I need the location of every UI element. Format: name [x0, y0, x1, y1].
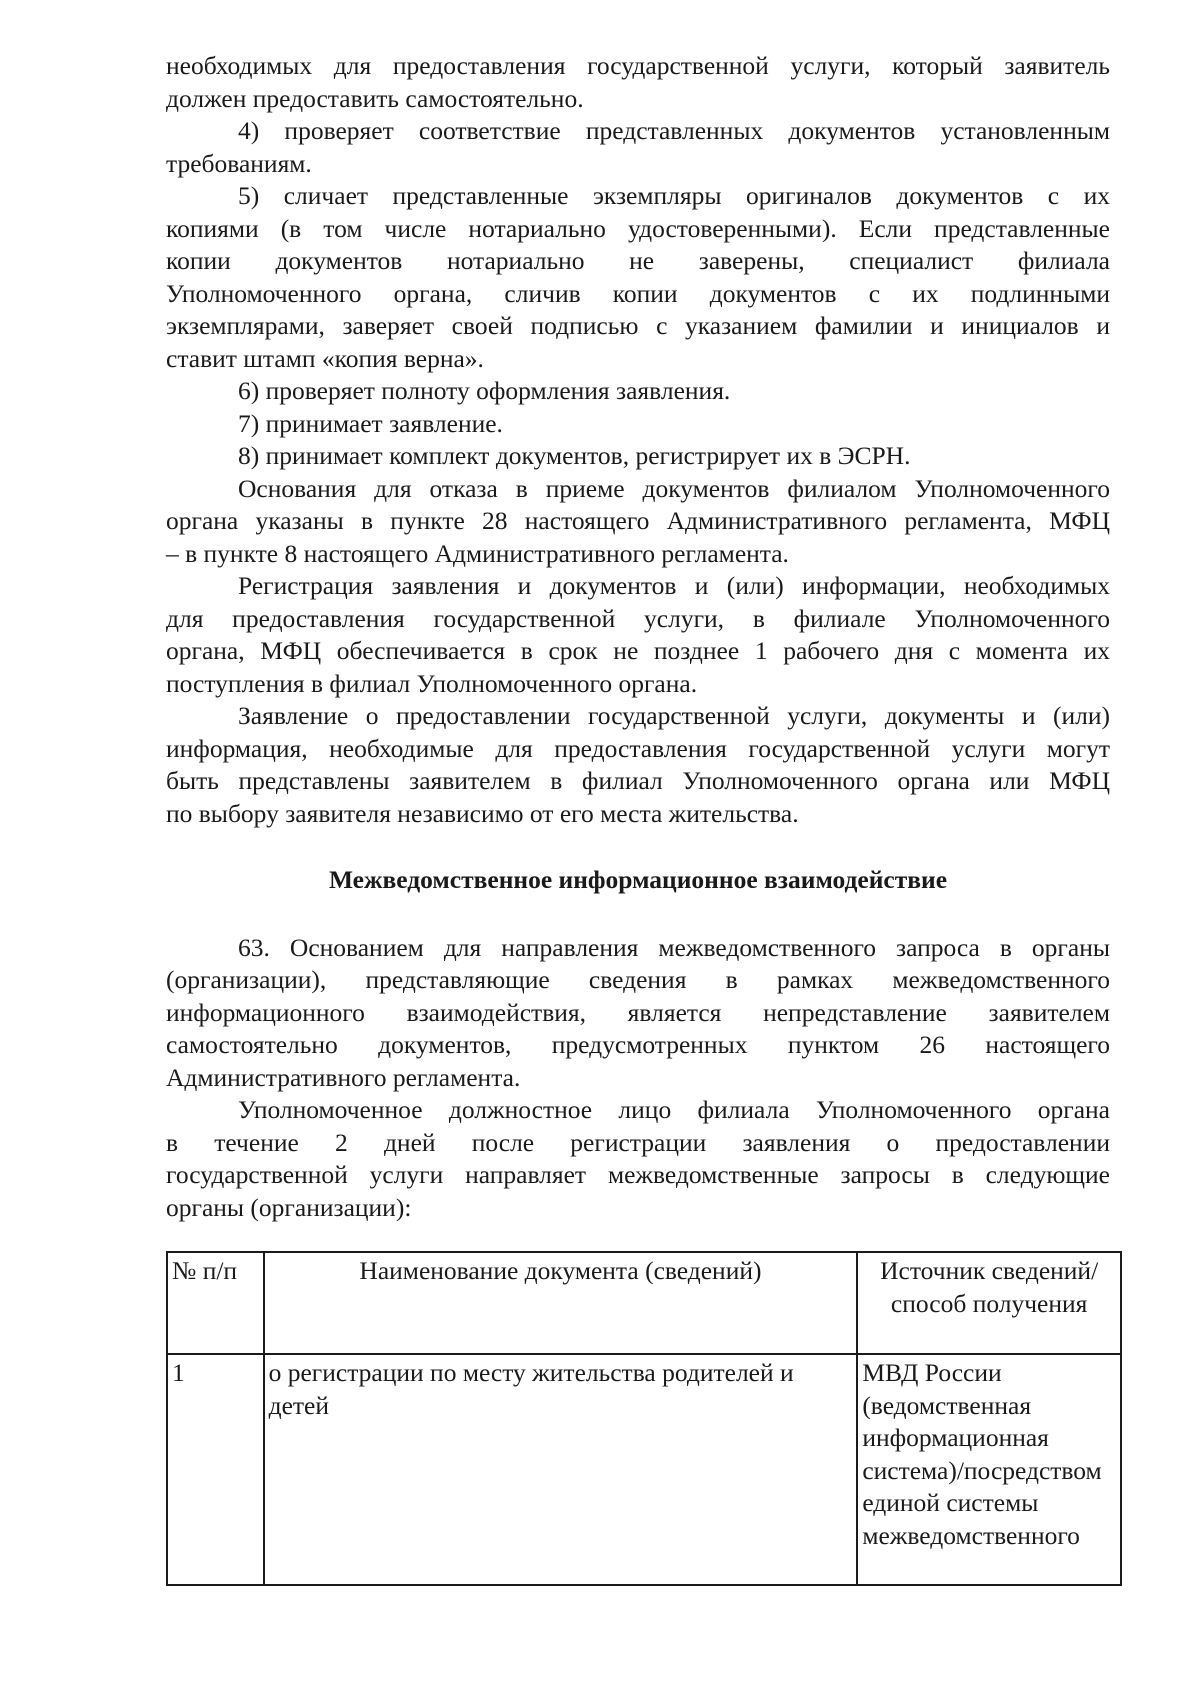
text-line: в течение 2 дней после регистрации заявления о предоставлении — [166, 1127, 1110, 1157]
text-line: необходимых для предоставления государственной услуги, который заявитель — [166, 51, 1110, 80]
text-line: Административного регламента. — [166, 1062, 521, 1092]
paragraph — [166, 180, 1110, 375]
paragraph — [166, 700, 1110, 830]
table-row — [167, 1354, 1121, 1585]
text-line: 8) принимает комплект документов, регистрирует их в ЭСРН. — [238, 441, 911, 470]
cell-number: 1 — [167, 1354, 264, 1585]
text-line: информация, необходимые для предоставления государственной услуги могут — [166, 733, 1110, 763]
text-line: Основания для отказа в приеме документов филиалом Уполномоченного — [238, 473, 1110, 503]
requests-table — [166, 1251, 1122, 1586]
text-line: органа указаны в пункте 28 настоящего Административного регламента, МФЦ — [166, 506, 1110, 535]
text-line: экземплярами, заверяет своей подписью с указанием фамилии и инициалов и — [166, 311, 1110, 340]
paragraph — [166, 440, 1110, 473]
text-line: Уполномоченного органа, сличив копии документов с их подлинными — [166, 278, 1110, 308]
section-heading: Межведомственное информационное взаимодействие — [328, 865, 948, 894]
paragraph — [166, 375, 1110, 408]
text-line: копиями (в том числе нотариально удостоверенными). Если представленные — [166, 213, 1110, 243]
text-line: – в пункте 8 настоящего Административного регламента. — [166, 538, 789, 568]
text-line: ставит штамп «копия верна». — [166, 343, 484, 373]
text-line: должен предоставить самостоятельно. — [166, 83, 584, 113]
cell-document: о регистрации по месту жительства родителей и детей — [264, 1354, 858, 1585]
text-line: 7) принимает заявление. — [238, 408, 503, 438]
text-line: 4) проверяет соответствие представленных документов установленным — [238, 116, 1110, 145]
text-line: государственной услуги направляет межведомственные запросы в следующие — [166, 1160, 1110, 1189]
text-line: информационного взаимодействия, является непредставление заявителем — [166, 997, 1110, 1027]
header-source: Источник сведений/способ получения — [857, 1252, 1121, 1354]
text-line: (организации), представляющие сведения в рамках межведомственного — [166, 965, 1110, 994]
text-line: 5) сличает представленные экземпляры оригиналов документов с их — [238, 181, 1110, 210]
text-line: самостоятельно документов, предусмотренных пунктом 26 настоящего — [166, 1030, 1110, 1059]
text-line: требованиям. — [166, 148, 312, 178]
paragraph — [166, 50, 1110, 115]
paragraph — [166, 473, 1110, 571]
header-document: Наименование документа (сведений) — [264, 1252, 858, 1354]
text-line: поступления в филиал Уполномоченного органа. — [166, 668, 698, 698]
paragraph — [166, 115, 1110, 180]
paragraph — [166, 408, 1110, 441]
text-line: органы (организации): — [166, 1192, 412, 1222]
paragraph — [166, 1094, 1110, 1224]
text-line: Заявление о предоставлении государственной услуги, документы и (или) — [238, 701, 1110, 730]
table-header-row — [167, 1252, 1121, 1354]
text-line: для предоставления государственной услуги, в филиале Уполномоченного — [166, 603, 1110, 633]
text-line: Уполномоченное должностное лицо филиала Уполномоченного органа — [238, 1095, 1110, 1124]
text-line: по выбору заявителя независимо от его места жительства. — [166, 798, 799, 828]
document-page — [166, 50, 1110, 1224]
cell-source: МВД России (ведомственная информационная система)/посредством единой системы межведомственного — [857, 1354, 1121, 1585]
paragraph — [166, 932, 1110, 1095]
text-line: 63. Основанием для направления межведомственного запроса в органы — [238, 932, 1110, 962]
text-line: 6) проверяет полноту оформления заявления. — [238, 376, 731, 405]
text-line: копии документов нотариально не заверены, специалист филиала — [166, 246, 1110, 275]
text-line: органа, МФЦ обеспечивается в срок не позднее 1 рабочего дня с момента их — [166, 636, 1110, 665]
header-number: № п/п — [167, 1252, 264, 1354]
text-line: Регистрация заявления и документов и (или) информации, необходимых — [238, 571, 1110, 600]
text-line: быть представлены заявителем в филиал Уполномоченного органа или МФЦ — [166, 766, 1110, 795]
paragraph — [166, 570, 1110, 700]
